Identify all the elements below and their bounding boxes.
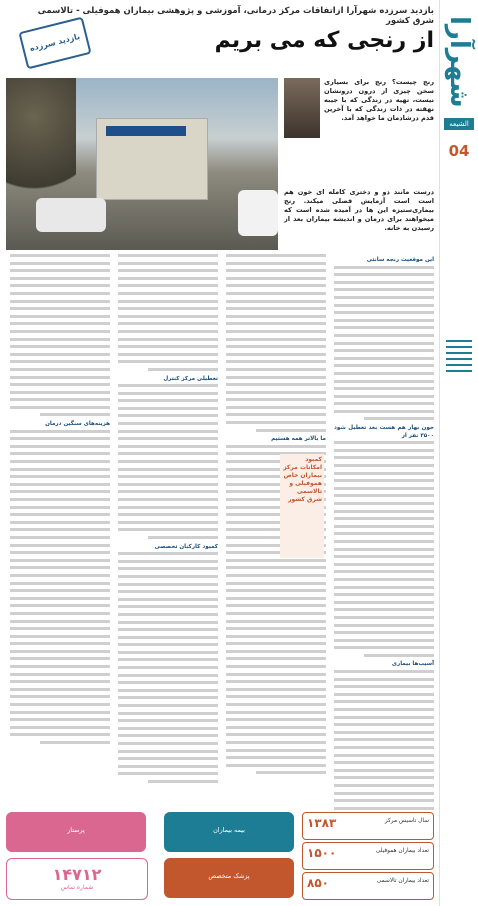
masthead-decoration: [446, 340, 472, 590]
subheading: ما بالاتر همه هستیم: [271, 436, 326, 443]
info-box: [164, 858, 294, 898]
subheading: کمبود کارکنان تخصصی: [154, 543, 218, 550]
stat-number: ۱۳۸۳: [307, 816, 337, 830]
headline: از رنجی که می بریم: [214, 28, 434, 53]
lead-paragraph: درست مانند دو و دختری کامله ای خون هم است است آزمایش فصلی میکند. رنج بیماری‌ستیزه این ها در آمیده شده است که میخواهند برای درمان و اندیشه بیماران بعد از رسیدن به خانه.: [284, 188, 434, 232]
hotline-label: شماره تماس: [60, 884, 94, 891]
car-shape: [238, 190, 278, 236]
stat-label: تعداد بیماران تالاسمی: [376, 878, 429, 884]
article-body: [6, 254, 434, 812]
stat-thalassemia: [302, 872, 434, 900]
box-label: پرستار: [67, 826, 85, 834]
day-label: الشیعه: [444, 118, 474, 130]
stamp-badge: بازدید سرزده: [18, 17, 91, 70]
main-photo: [6, 78, 278, 250]
box-label: بیمه بیماران: [213, 826, 245, 834]
pull-quote: کمبود امکانات مرکز بیماران خاص هموفیلی و تالاسمی شرق کشور: [280, 454, 324, 558]
hotline-box: [6, 858, 148, 900]
stat-label: سال تاسیس مرکز: [384, 818, 429, 824]
stat-hemophilia: [302, 842, 434, 870]
text-lines: [10, 254, 110, 416]
info-box: [164, 812, 294, 852]
infographic: [6, 812, 434, 902]
building-sign: [106, 126, 186, 136]
text-lines: [10, 430, 110, 744]
article-column: [334, 254, 434, 812]
subheading: خون بهار هم هست بعد تعطیل شود ۳۵۰۰ نفر از: [334, 425, 434, 439]
page-number: 04: [448, 142, 470, 160]
box-label: پزشک متخصص: [208, 872, 250, 880]
tree-shape: [6, 78, 76, 208]
article-column: [118, 254, 218, 812]
text-lines: [118, 254, 218, 371]
author-portrait: [284, 78, 320, 138]
subheading: آسیب‌ها بیماری: [391, 661, 434, 668]
subheading: این موقعیت رنجه سانتی: [366, 257, 434, 263]
subheading: هزینه‌های سنگین درمان: [45, 421, 110, 428]
stat-number: ۱۵۰۰: [307, 846, 337, 860]
text-lines: [118, 384, 218, 539]
article-column: [10, 254, 110, 812]
text-lines: [334, 266, 434, 421]
quote-text: رنج چیست؟ رنج برای بسیاری سخن چیزی از درون درونشان نیست، تهیه در زندگی که با جیبه نهفته در ذات زندگی که با آخرین قدم درشادمان ما خواهد آمد.: [324, 78, 434, 122]
car-shape: [36, 198, 106, 232]
masthead: [439, 0, 478, 906]
text-lines: [334, 441, 434, 657]
newspaper-logo: شهرآرا: [444, 16, 474, 108]
text-lines: [118, 552, 218, 783]
subheading: تعطیلی مرکز کنترل: [163, 375, 218, 382]
stat-founded: [302, 812, 434, 840]
info-box: [6, 812, 146, 852]
hotline-number: ۱۴۷۱۲: [52, 865, 102, 884]
text-lines: [334, 670, 434, 812]
text-lines: [226, 254, 326, 432]
kicker: بازدید سرزده شهرآرا ازاتفاقات مرکز درمانی، آموزشی و پژوهشی بیماران هموفیلی - تالاسمی شرق کشور: [37, 6, 434, 26]
stat-label: تعداد بیماران هموفیلی: [375, 848, 429, 854]
stat-number: ۸۵۰: [307, 876, 329, 890]
